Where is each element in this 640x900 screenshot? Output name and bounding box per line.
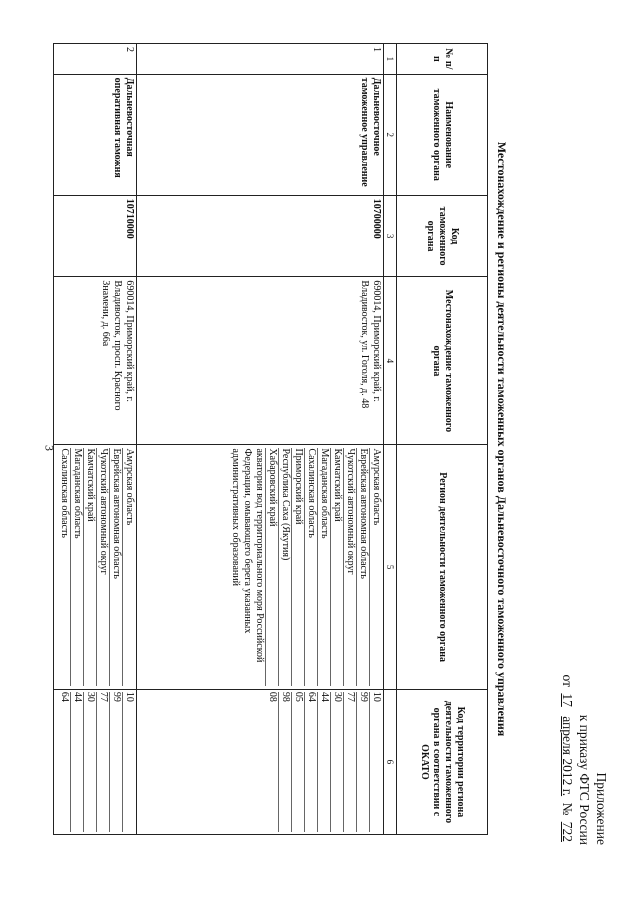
- region-item: акватория вод территориального моря Российской Федерации, омывающего берега указанных административных образований: [230, 448, 265, 663]
- row-code: 10710000: [54, 195, 137, 277]
- appendix-number-sign: №: [560, 802, 575, 816]
- header-region: Регион деятельности таможенного органа: [397, 445, 488, 689]
- row-location: 690014, Приморский край, г. Владивосток, просп. Красного Знамени, д. 66а: [54, 277, 137, 445]
- row-okato: [137, 689, 384, 834]
- region-item: Амурская область: [122, 448, 135, 685]
- okato-item: 10: [369, 692, 382, 832]
- okato-item: 05: [291, 692, 304, 832]
- okato-item: 30: [330, 692, 343, 832]
- column-number: 4: [384, 277, 397, 445]
- region-item: Магаданская область: [317, 448, 330, 685]
- region-item: Камчатский край: [83, 448, 96, 685]
- appendix-date-prefix: от: [560, 674, 575, 687]
- region-item: Приморский край: [291, 448, 304, 685]
- row-okato: [54, 689, 137, 834]
- header-okato: Код территории региона деятельности таможенного органа в соответствии с ОКАТО: [397, 689, 488, 834]
- region-item: Магаданская область: [70, 448, 83, 685]
- row-name: Дальневосточная оперативная таможня: [54, 74, 137, 195]
- column-number: 6: [384, 689, 397, 834]
- page-number: 3: [42, 445, 57, 451]
- okato-item: 77: [343, 692, 356, 832]
- customs-table: [53, 43, 488, 835]
- appendix-date-line: [559, 675, 576, 846]
- column-number: 5: [384, 445, 397, 689]
- table-header-row: [397, 44, 488, 835]
- region-item: Амурская область: [369, 448, 382, 685]
- header-name: Наименование таможенного органа: [397, 74, 488, 195]
- column-number-row: [384, 44, 397, 835]
- header-num: № п/п: [397, 44, 488, 75]
- column-number: 2: [384, 74, 397, 195]
- region-item: Еврейская автономная область: [109, 448, 122, 685]
- region-item: Чукотский автономный округ: [343, 448, 356, 685]
- table-row: [54, 44, 137, 835]
- okato-item: 08: [267, 691, 278, 702]
- okato-item: 10: [122, 692, 135, 832]
- region-item: Чукотский автономный округ: [96, 448, 109, 685]
- okato-item: 64: [59, 691, 70, 702]
- appendix-date-day: 17: [560, 693, 575, 707]
- okato-item: 44: [317, 692, 330, 832]
- region-item: Сахалинская область: [304, 448, 317, 685]
- document-title: Местонахождение и регионы деятельности таможенных органов Дальневосточного таможенного управления: [495, 141, 509, 737]
- okato-item: 99: [109, 692, 122, 832]
- header-location: Местонахождение таможенного органа: [397, 277, 488, 445]
- appendix-order-ref: к приказу ФТС России: [577, 714, 592, 845]
- table-row: [137, 44, 384, 835]
- row-name: Дальневосточное таможенное управление: [137, 74, 384, 195]
- row-code: 10700000: [137, 195, 384, 277]
- okato-item: 98: [278, 692, 291, 832]
- okato-item: 77: [96, 692, 109, 832]
- row-regions: [54, 445, 137, 689]
- row-num: 1: [137, 44, 384, 75]
- appendix-block: [559, 675, 610, 846]
- region-item: Камчатский край: [330, 448, 343, 685]
- column-number: 1: [384, 44, 397, 75]
- appendix-title: Приложение: [594, 772, 609, 845]
- header-code: Код таможенного органа: [397, 195, 488, 277]
- region-item: Еврейская автономная область: [356, 448, 369, 685]
- appendix-number: 722: [560, 821, 575, 842]
- region-item: Сахалинская область: [59, 448, 70, 538]
- okato-item: 99: [356, 692, 369, 832]
- row-num: 2: [54, 44, 137, 75]
- row-regions: [137, 445, 384, 689]
- okato-item: 44: [70, 692, 83, 832]
- region-item: Республика Саха (Якутия): [278, 448, 291, 685]
- column-number: 3: [384, 195, 397, 277]
- appendix-date-month-year: апреля 2012 г.: [560, 716, 575, 797]
- region-item: Хабаровский край: [265, 448, 278, 685]
- document-page: [59, 43, 610, 855]
- okato-item: 30: [83, 692, 96, 832]
- row-location: 690014, Приморский край, г. Владивосток, ул. Гоголя, д. 48: [137, 277, 384, 445]
- okato-item: 64: [304, 692, 317, 832]
